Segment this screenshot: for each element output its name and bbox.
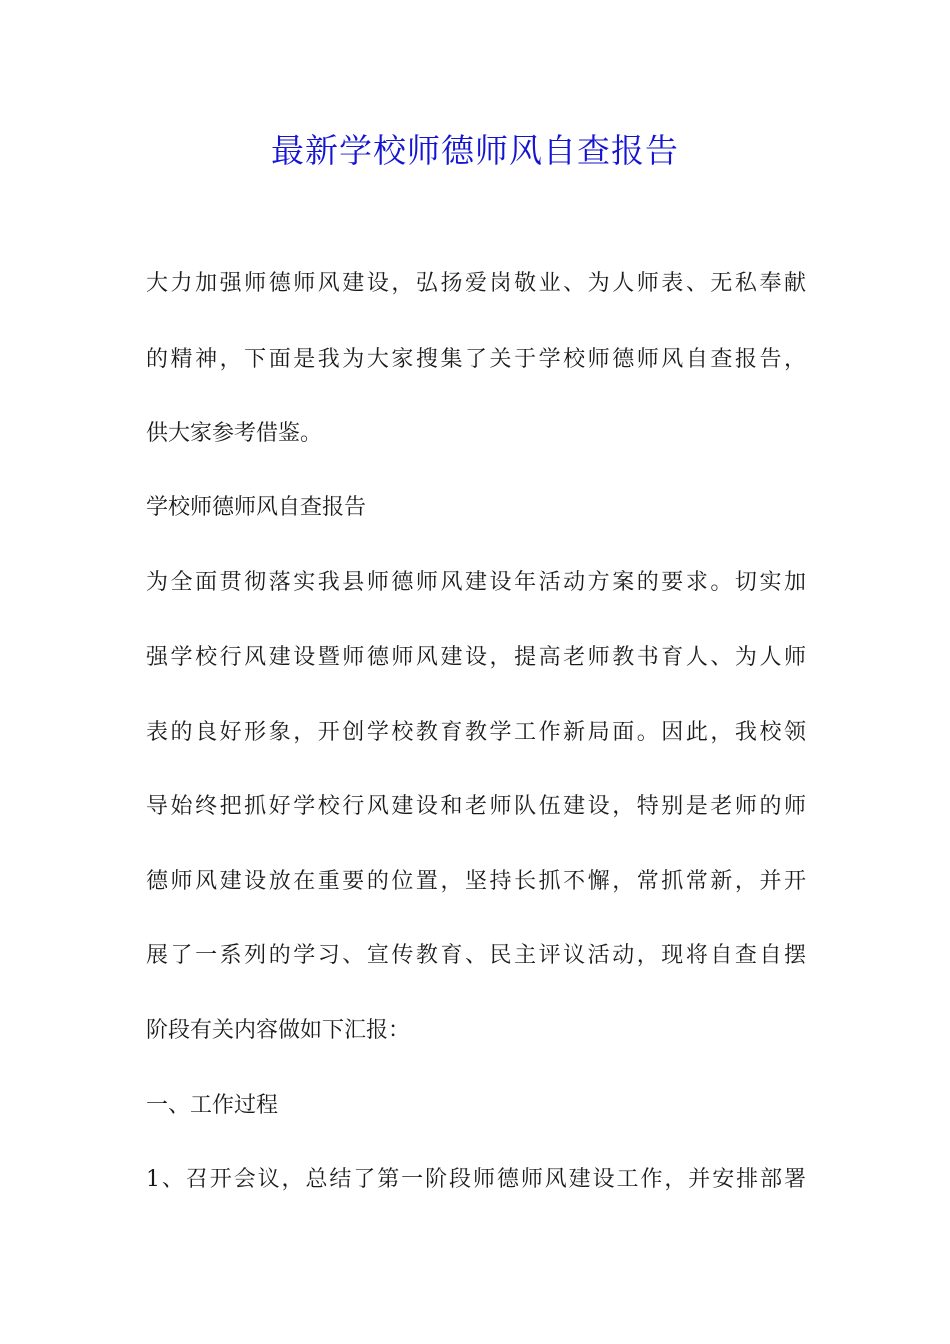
paragraph-line: 阶段有关内容做如下汇报： — [146, 1018, 411, 1043]
paragraph-line: 的精神，下面是我为大家搜集了关于学校师德师风自查报告， — [146, 347, 806, 372]
section-heading: 学校师德师风自查报告 — [146, 495, 367, 520]
paragraph-line: 为全面贯彻落实我县师德师风建设年活动方案的要求。切实加 — [146, 570, 806, 595]
paragraph-line: 表的良好形象，开创学校教育教学工作新局面。因此，我校领 — [146, 720, 806, 745]
paragraph-line: 1、召开会议，总结了第一阶段师德师风建设工作，并安排部署 — [146, 1167, 806, 1192]
section-heading: 一、工作过程 — [146, 1093, 279, 1118]
paragraph-line: 导始终把抓好学校行风建设和老师队伍建设，特别是老师的师 — [146, 794, 806, 819]
paragraph-line: 大力加强师德师风建设，弘扬爱岗敬业、为人师表、无私奉献 — [146, 271, 806, 296]
paragraph-line: 德师风建设放在重要的位置，坚持长抓不懈，常抓常新，并开 — [146, 869, 806, 894]
paragraph-line: 展了一系列的学习、宣传教育、民主评议活动，现将自查自摆 — [146, 943, 806, 968]
paragraph-line: 强学校行风建设暨师德师风建设，提高老师教书育人、为人师 — [146, 645, 806, 670]
document-title: 最新学校师德师风自查报告 — [271, 131, 679, 170]
paragraph-line: 供大家参考借鉴。 — [146, 421, 323, 446]
